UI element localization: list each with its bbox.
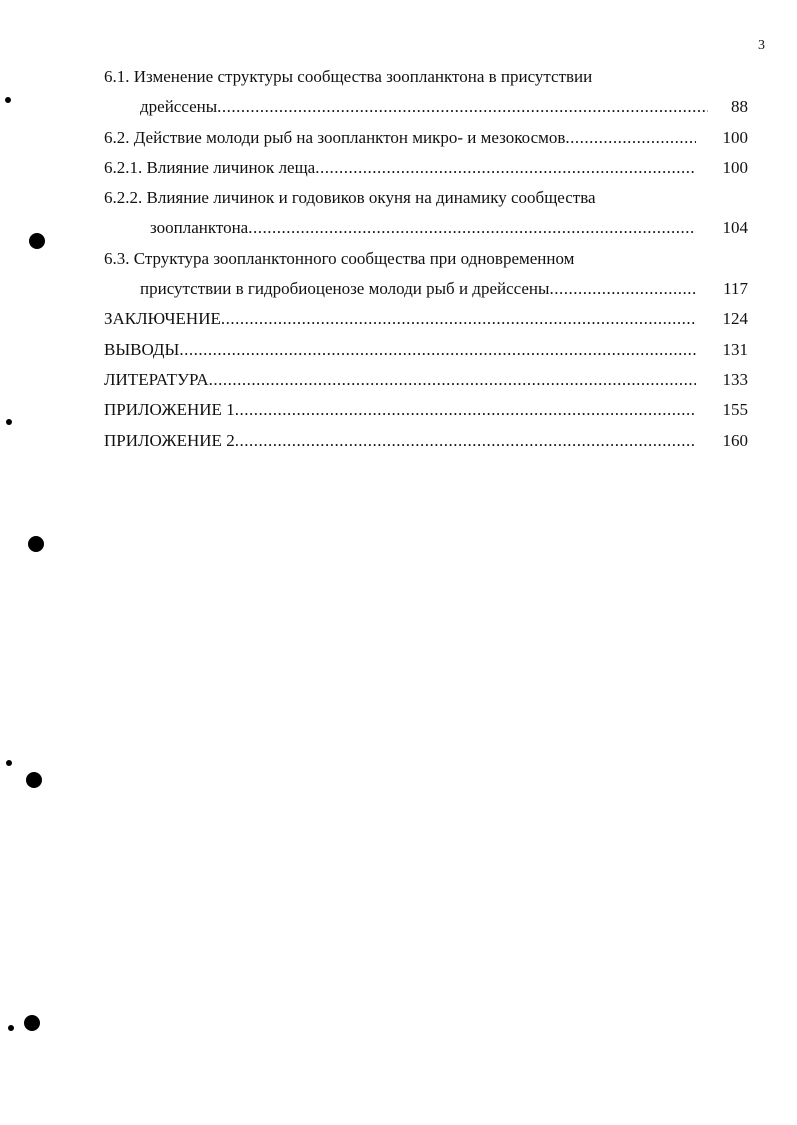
toc-entry-label: присутствии в гидробиоценозе молоди рыб и дрейссены: [140, 279, 550, 299]
toc-page-number: 104: [722, 218, 748, 238]
leader-dots: [235, 426, 696, 456]
toc-entry-label: ПРИЛОЖЕНИЕ 2: [104, 430, 235, 450]
toc-page-number: 100: [722, 127, 748, 147]
toc-page-number: 133: [722, 369, 748, 389]
toc-entry-label: ПРИЛОЖЕНИЕ 1: [104, 400, 235, 420]
toc-entry-6-2-2-line-1: [104, 183, 748, 213]
toc-entry-6-1: [104, 92, 748, 122]
toc-page-number: 100: [722, 157, 748, 177]
margin-dot-small: [6, 760, 12, 766]
toc-page-number: 124: [722, 309, 748, 329]
leader-dots: [209, 365, 696, 395]
toc-entry-label: ЗАКЛЮЧЕНИЕ: [104, 309, 221, 329]
toc-entry-text: 6.3. Структура зоопланктонного сообщества при одновременном: [104, 248, 575, 268]
toc-page-number: 88: [731, 97, 748, 117]
toc-entry-6-2-2: [104, 213, 748, 243]
toc-entry-6-1-line-1: [104, 62, 748, 92]
toc-page-number: 155: [722, 400, 748, 420]
binder-hole-mark: [28, 536, 44, 552]
toc-page-number: 117: [723, 279, 748, 299]
leader-dots: [179, 335, 696, 365]
leader-dots: [315, 153, 696, 183]
margin-dot-small: [5, 97, 11, 103]
page-number: 3: [758, 38, 765, 53]
toc-entry-text: 6.1. Изменение структуры сообщества зоопланктона в присутствии: [104, 67, 593, 86]
toc-entry-6-2: [104, 123, 748, 153]
toc-entry-label: зоопланктона: [150, 218, 249, 238]
toc-page-number: 160: [722, 430, 748, 450]
leader-dots: [221, 304, 696, 334]
toc-entry-6-3: [104, 274, 748, 304]
binder-hole-mark: [26, 772, 42, 788]
margin-dot-small: [8, 1025, 14, 1031]
leader-dots: [217, 92, 708, 122]
toc-entry-label: 6.2. Действие молоди рыб на зоопланктон микро- и мезокосмов: [104, 127, 566, 147]
table-of-contents: [104, 62, 748, 456]
leader-dots: [549, 274, 696, 304]
toc-entry-6-3-line-1: [104, 244, 748, 274]
leader-dots: [248, 213, 696, 243]
toc-entry-label: ВЫВОДЫ: [104, 339, 180, 359]
toc-entry-text: 6.2.2. Влияние личинок и годовиков окуня на динамику сообщества: [104, 188, 596, 208]
toc-entry-appendix-2: [104, 426, 748, 456]
toc-entry-findings: [104, 335, 748, 365]
leader-dots: [565, 123, 696, 153]
toc-entry-label: 6.2.1. Влияние личинок леща: [104, 157, 316, 177]
toc-entry-6-2-1: [104, 153, 748, 183]
leader-dots: [235, 395, 696, 425]
toc-page-number: 131: [722, 339, 748, 359]
toc-entry-label: ЛИТЕРАТУРА: [104, 369, 209, 389]
binder-hole-mark: [24, 1015, 40, 1031]
binder-hole-mark: [29, 233, 45, 249]
toc-entry-literature: [104, 365, 748, 395]
toc-entry-conclusion: [104, 304, 748, 334]
margin-dot-small: [6, 419, 12, 425]
toc-entry-label: дрейссены: [140, 97, 218, 117]
toc-entry-appendix-1: [104, 395, 748, 425]
